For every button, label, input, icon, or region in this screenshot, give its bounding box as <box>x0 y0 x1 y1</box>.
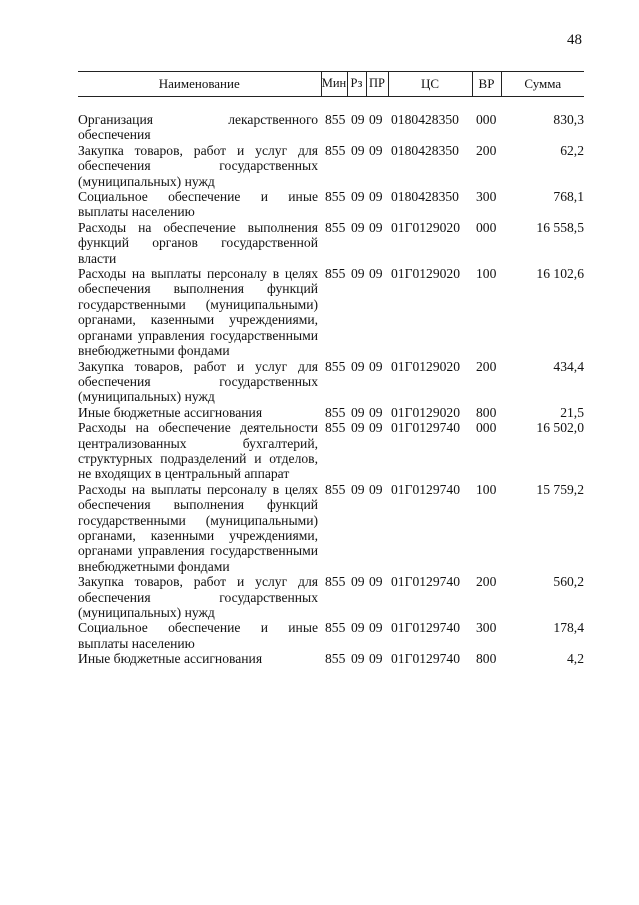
row-pr: 09 <box>369 481 383 497</box>
row-pr: 09 <box>369 189 383 205</box>
page-number: 48 <box>567 32 582 48</box>
row-rz: 09 <box>351 404 365 420</box>
row-name: Расходы на выплаты персоналу в целях обеспечения выполнения функций государственными (муниципальными) органами, казенными учреждениями, органами управления государственными внебюджетными фондами <box>78 481 318 574</box>
row-name: Иные бюджетные ассигнования <box>78 651 263 667</box>
row-name: Расходы на выплаты персоналу в целях обеспечения выполнения функций государственными (муниципальными) органами, казенными учреждениями, органами управления государственными внебюджетными фондами <box>78 266 318 359</box>
row-sum: 62,2 <box>560 142 584 158</box>
row-min: 855 <box>325 574 346 590</box>
row-sum: 16 102,6 <box>536 266 584 282</box>
row-min: 855 <box>325 189 346 205</box>
row-vr: 000 <box>476 219 497 235</box>
row-rz: 09 <box>351 481 365 497</box>
row-rz: 09 <box>351 651 365 667</box>
row-sum: 560,2 <box>553 574 584 590</box>
row-cs: 01Г0129020 <box>391 219 461 235</box>
row-name: Закупка товаров, работ и услуг для обеспечения государственных (муниципальных) нужд <box>78 142 318 189</box>
table-row <box>78 359 584 405</box>
row-pr: 09 <box>369 142 383 158</box>
row-min: 855 <box>325 420 346 436</box>
row-cs: 01Г0129740 <box>391 420 461 436</box>
row-name: Закупка товаров, работ и услуг для обеспечения государственных (муниципальных) нужд <box>78 358 318 405</box>
row-sum: 178,4 <box>553 620 584 636</box>
row-min: 855 <box>325 358 346 374</box>
row-min: 855 <box>325 266 346 282</box>
row-vr: 300 <box>476 189 497 205</box>
row-sum: 4,2 <box>567 651 584 667</box>
row-pr: 09 <box>369 651 383 667</box>
row-vr: 200 <box>476 574 497 590</box>
row-min: 855 <box>325 651 346 667</box>
header-row <box>78 72 584 97</box>
row-pr: 09 <box>369 574 383 590</box>
row-name: Расходы на обеспечение деятельности централизованных бухгалтерий, структурных подразделений и отделов, не входящих в центральный аппарат <box>78 420 318 482</box>
row-vr: 200 <box>476 142 497 158</box>
row-cs: 01Г0129020 <box>391 266 461 282</box>
table-row <box>78 112 584 143</box>
row-cs: 01Г0129740 <box>391 574 461 590</box>
table-header <box>78 72 584 97</box>
budget-table <box>78 71 584 667</box>
row-pr: 09 <box>369 420 383 436</box>
row-vr: 200 <box>476 358 497 374</box>
row-pr: 09 <box>369 620 383 636</box>
row-rz: 09 <box>351 420 365 436</box>
row-pr: 09 <box>369 266 383 282</box>
row-vr: 800 <box>476 404 497 420</box>
row-sum: 21,5 <box>560 404 584 420</box>
row-vr: 100 <box>476 266 497 282</box>
row-name: Социальное обеспечение и иные выплаты населению <box>78 189 318 220</box>
header-name: Наименование <box>78 72 321 97</box>
header-pr: ПР <box>366 72 388 97</box>
table-row <box>78 420 584 482</box>
table-row <box>78 620 584 651</box>
row-pr: 09 <box>369 404 383 420</box>
row-rz: 09 <box>351 189 365 205</box>
table-row <box>78 189 584 220</box>
row-cs: 0180428350 <box>391 112 459 127</box>
row-sum: 768,1 <box>553 189 584 205</box>
row-cs: 01Г0129020 <box>391 358 461 374</box>
row-rz: 09 <box>351 112 365 127</box>
row-rz: 09 <box>351 574 365 590</box>
row-cs: 0180428350 <box>391 142 459 158</box>
row-cs: 01Г0129020 <box>391 404 461 420</box>
row-pr: 09 <box>369 358 383 374</box>
table-row <box>78 574 584 620</box>
row-vr: 300 <box>476 620 497 636</box>
table-row <box>78 266 584 358</box>
row-rz: 09 <box>351 358 365 374</box>
row-vr: 000 <box>476 112 497 127</box>
row-cs: 01Г0129740 <box>391 651 461 667</box>
row-pr: 09 <box>369 112 383 127</box>
row-min: 855 <box>325 142 346 158</box>
header-vr: ВР <box>472 72 501 97</box>
row-rz: 09 <box>351 620 365 636</box>
header-cs: ЦС <box>388 72 472 97</box>
table-body <box>78 97 584 667</box>
row-name: Организация лекарственного обеспечения <box>78 112 318 143</box>
row-min: 855 <box>325 481 346 497</box>
header-spacer <box>78 97 584 113</box>
table-row <box>78 651 584 666</box>
table-row <box>78 143 584 189</box>
header-sum: Сумма <box>501 72 584 97</box>
row-min: 855 <box>325 620 346 636</box>
row-sum: 16 558,5 <box>536 219 584 235</box>
row-sum: 15 759,2 <box>536 481 584 497</box>
row-name: Закупка товаров, работ и услуг для обеспечения государственных (муниципальных) нужд <box>78 574 318 620</box>
row-name: Иные бюджетные ассигнования <box>78 404 263 420</box>
row-min: 855 <box>325 219 346 235</box>
row-vr: 800 <box>476 651 497 667</box>
row-cs: 01Г0129740 <box>391 620 461 636</box>
row-cs: 01Г0129740 <box>391 481 461 497</box>
row-rz: 09 <box>351 142 365 158</box>
row-sum: 830,3 <box>553 112 584 127</box>
table-row <box>78 482 584 574</box>
row-pr: 09 <box>369 219 383 235</box>
header-rz: Рз <box>347 72 366 97</box>
table-row <box>78 405 584 420</box>
row-cs: 0180428350 <box>391 189 459 205</box>
row-sum: 16 502,0 <box>536 420 584 436</box>
row-name: Расходы на обеспечение выполнения функций органов государственной власти <box>78 219 318 266</box>
row-rz: 09 <box>351 266 365 282</box>
row-vr: 000 <box>476 420 497 436</box>
table-row <box>78 220 584 266</box>
row-min: 855 <box>325 404 346 420</box>
row-sum: 434,4 <box>553 358 584 374</box>
row-vr: 100 <box>476 481 497 497</box>
row-name: Социальное обеспечение и иные выплаты населению <box>78 620 318 651</box>
row-rz: 09 <box>351 219 365 235</box>
header-min: Мин <box>321 72 347 97</box>
row-min: 855 <box>325 112 346 127</box>
